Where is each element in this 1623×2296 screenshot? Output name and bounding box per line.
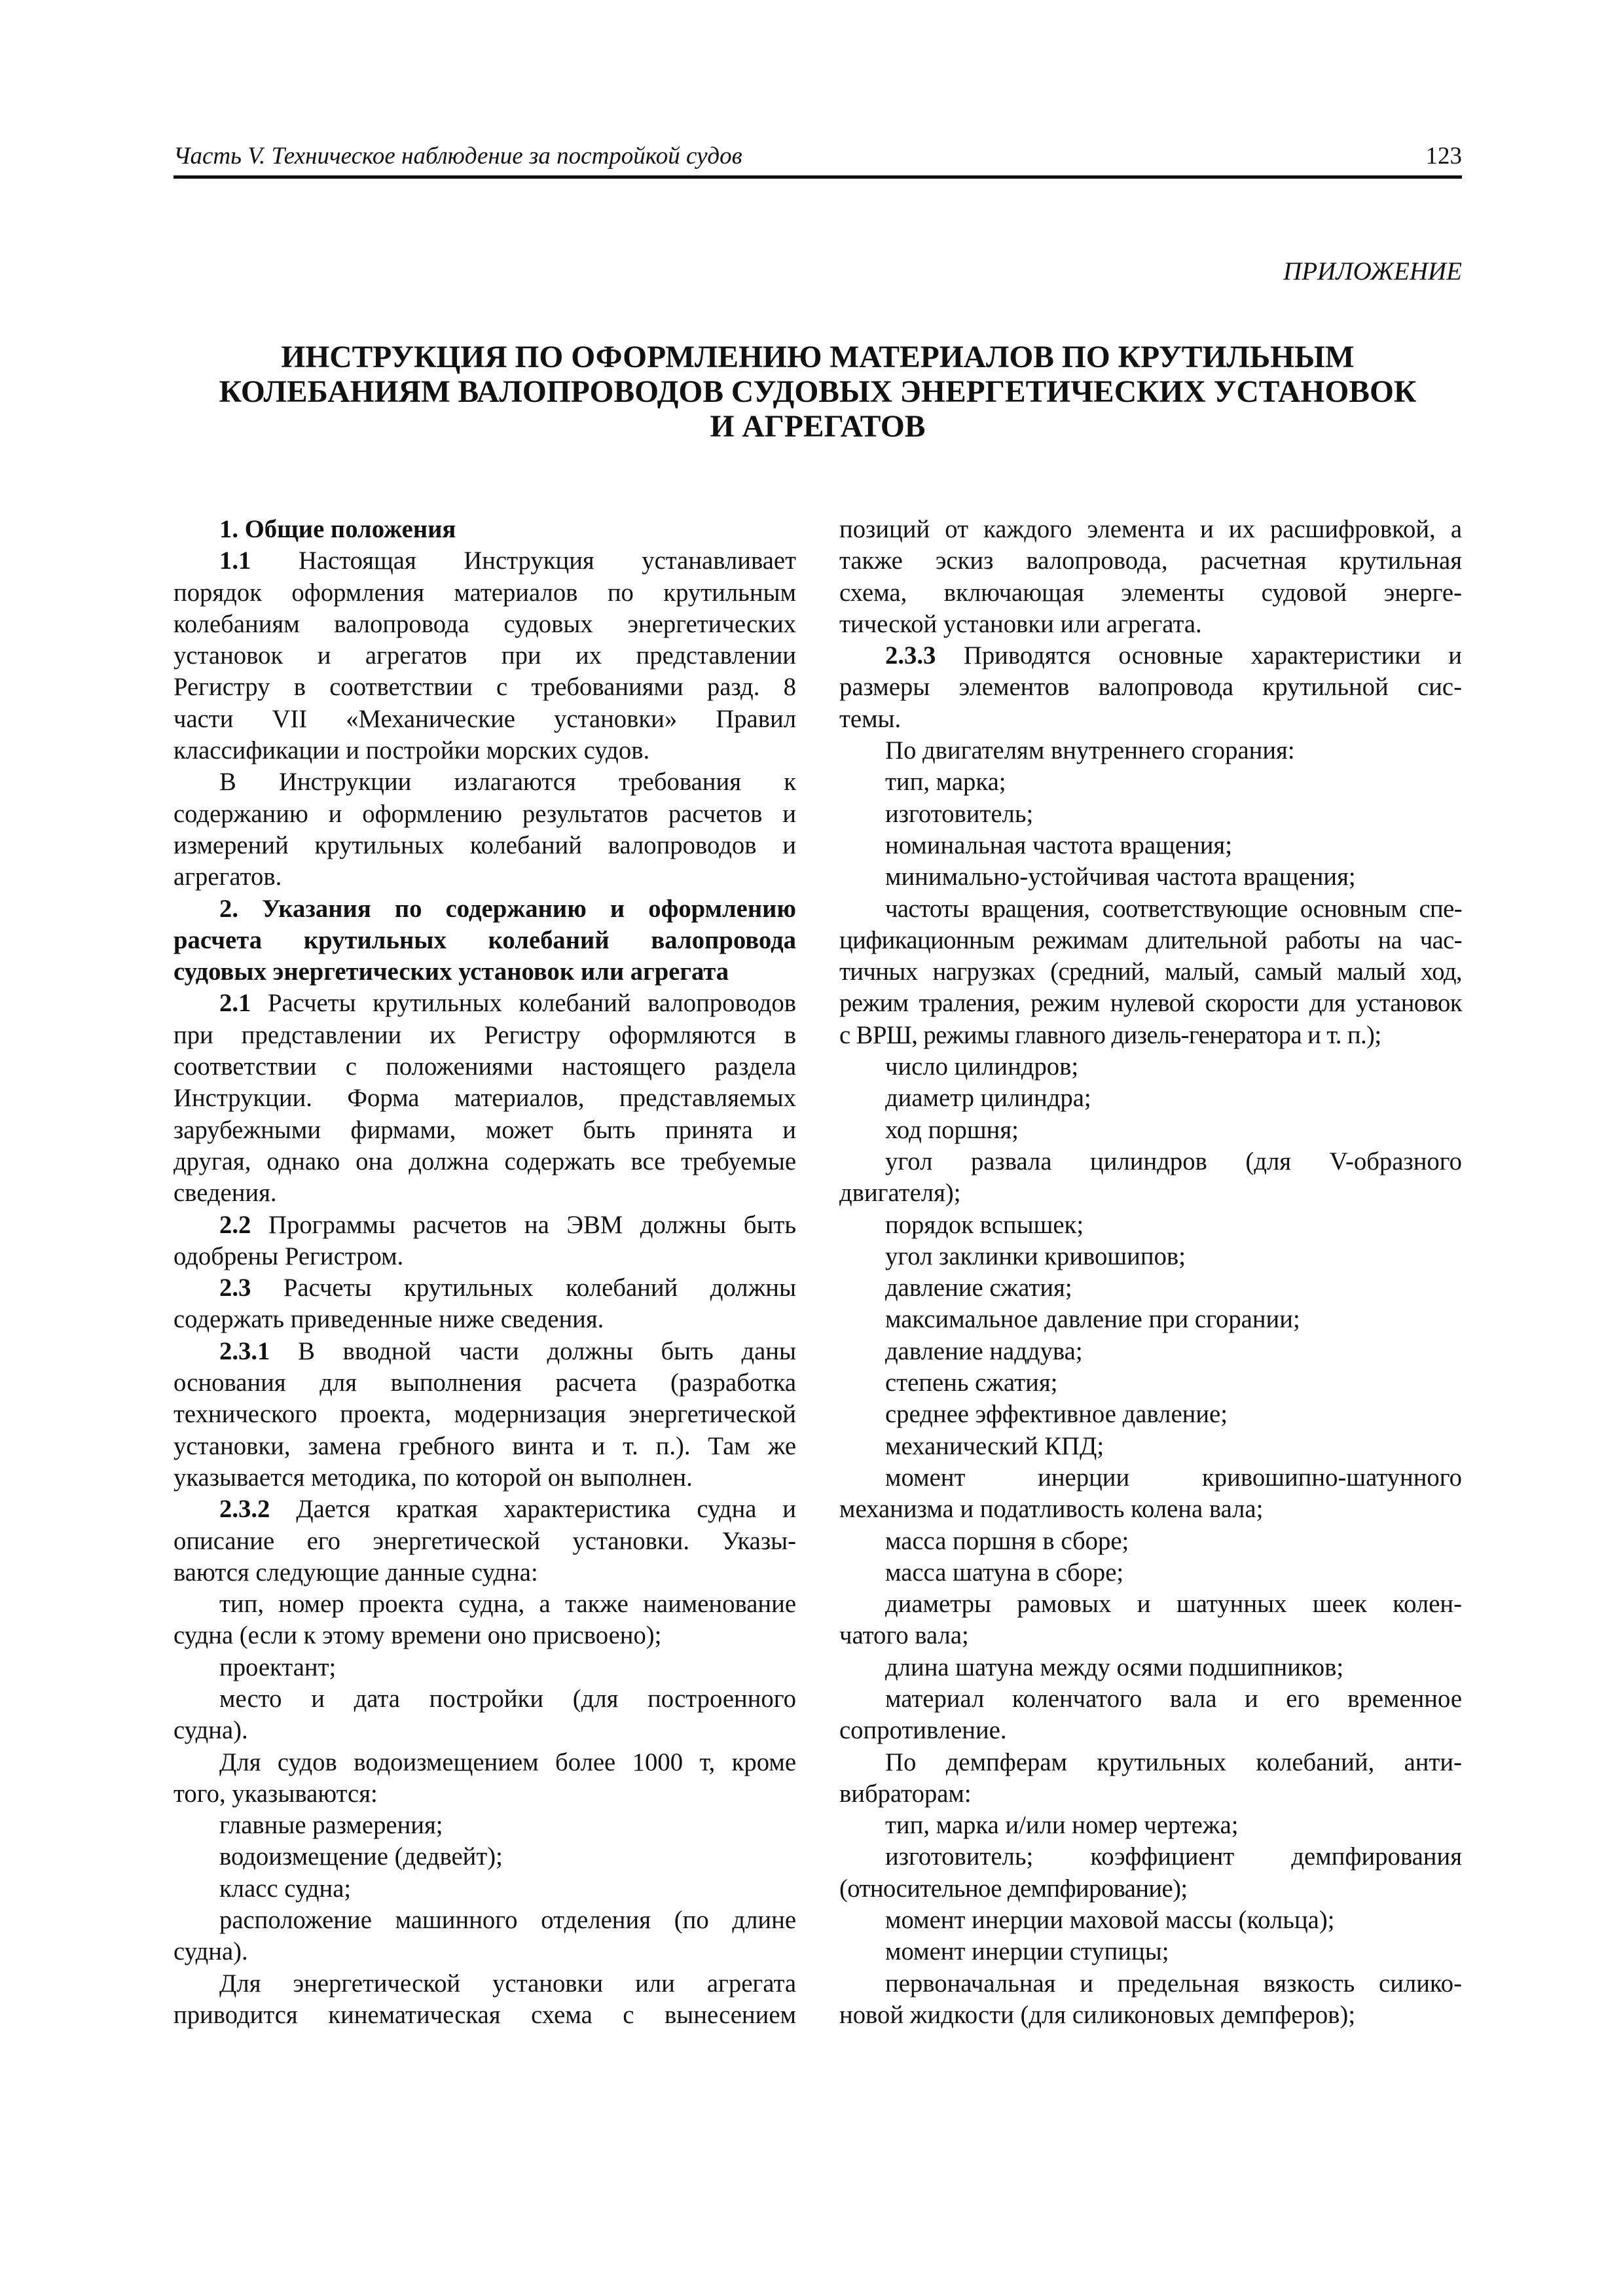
line-text: соответствии с положениями настоящего раздела [173,1053,796,1081]
line-text: масса поршня в сборе; [885,1527,1129,1555]
text-line [839,1241,1462,1272]
line-text: того, указываются: [173,1780,378,1808]
text-line [173,1588,796,1620]
text-line [839,861,1462,893]
clause-number: 2.3.3 [885,642,936,670]
line-text: зарубежными фирмами, может быть принята и [173,1116,796,1144]
text-line [839,1652,1462,1683]
line-text: схема, включающая элементы судовой энерге- [839,579,1462,607]
text-line [839,577,1462,609]
text-line [173,1557,796,1588]
line-text: технического проекта, модернизация энергетической [173,1401,796,1429]
text-line [173,1336,796,1367]
text-line [839,1715,1462,1746]
text-line [173,1210,796,1241]
text-line [173,1715,796,1746]
line-text: Расчеты крутильных колебаний должны [283,1274,797,1302]
text-line [839,1020,1462,1051]
line-text: новой жидкости (для силиконовых демпферов); [839,2001,1356,2029]
line-text: класс судна; [219,1874,352,1903]
line-text: чатого вала; [839,1622,969,1650]
running-header [173,137,1462,179]
text-line [173,2000,796,2031]
text-line [839,766,1462,798]
line-text: порядок вспышек; [885,1211,1084,1239]
line-text: изготовитель; коэффициент демпфирования [885,1843,1462,1871]
text-line [173,1873,796,1905]
text-line [839,1399,1462,1430]
line-text: Настоящая Инструкция устанавливает [298,547,797,575]
line-text: максимальное давление при сгорании; [885,1306,1300,1334]
line-text: главные размерения; [219,1812,443,1840]
text-line [839,1272,1462,1304]
clause-number: 2.3 [219,1274,251,1302]
text-line [839,609,1462,640]
text-line [173,545,796,577]
text-line [839,988,1462,1019]
text-line [173,1367,796,1399]
document-title [173,340,1462,444]
text-line [173,1968,796,2000]
text-line [173,766,796,798]
line-text: Для судов водоизмещением более 1000 т, кроме [219,1748,796,1776]
line-text: масса шатуна в сборе; [885,1558,1124,1587]
text-line [839,672,1462,703]
clause-number: 2.3.1 [219,1337,270,1365]
line-text: По демпферам крутильных колебаний, анти- [885,1748,1462,1776]
text-line [173,1905,796,1936]
text-line [173,1526,796,1557]
line-text: судна (если к этому времени оно присвоено); [173,1622,662,1650]
line-text: размеры элементов валопровода крутильной сис- [839,673,1462,702]
line-text: Расчеты крутильных колебаний валопроводов [267,990,796,1018]
text-line [173,672,796,703]
line-text: 1. Общие положения [219,516,456,543]
text-line [839,1210,1462,1241]
line-text: части VII «Механические установки» Правил [173,705,796,733]
line-text: Инструкции. Форма материалов, представляемых [173,1085,796,1113]
text-line [839,1778,1462,1810]
line-text: сопротивление. [839,1717,1007,1745]
text-line [173,1020,796,1051]
line-text: давление сжатия; [885,1274,1072,1302]
text-line [173,1083,796,1114]
line-text: материал коленчатого вала и его временное [885,1685,1462,1713]
text-line [173,1177,796,1209]
line-text: минимально-устойчивая частота вращения; [885,863,1356,891]
text-line [839,514,1462,545]
text-line [839,798,1462,830]
text-line [839,1177,1462,1209]
line-text: порядок оформления материалов по крутильным [173,579,796,607]
line-text: вибраторам: [839,1780,972,1808]
text-line [839,1620,1462,1651]
text-line [173,1462,796,1494]
line-text: диаметры рамовых и шатунных шеек колен- [885,1590,1462,1619]
line-text: длина шатуна между осями подшипников; [885,1653,1344,1681]
line-text: агрегатов. [173,863,282,891]
clause-number: 2.3.2 [219,1496,270,1524]
page-number: 123 [1425,143,1462,170]
line-text: при представлении их Регистру оформляются в [173,1021,796,1049]
title-line: ИНСТРУКЦИЯ ПО ОФОРМЛЕНИЮ МАТЕРИАЛОВ ПО КРУТИЛЬНЫМ [281,340,1355,374]
text-line [173,988,796,1019]
text-line [173,640,796,672]
text-line [839,1526,1462,1557]
text-line [173,1304,796,1335]
text-line [839,1747,1462,1778]
line-text: момент инерции маховой массы (кольца); [885,1907,1335,1935]
line-text: В Инструкции излагаются требования к [219,768,796,797]
line-text: цификационным режимам длительной работы на час- [839,926,1462,954]
line-text: механический КПД; [885,1432,1104,1460]
line-text: номинальная частота вращения; [885,831,1232,859]
text-line [173,1620,796,1651]
text-line [173,1652,796,1683]
text-line [839,1905,1462,1936]
line-text: число цилиндров; [885,1053,1079,1081]
text-line [839,1936,1462,1967]
line-text: другая, однако она должна содержать все требуемые [173,1147,796,1175]
line-text: позиций от каждого элемента и их расшифровкой, а [839,516,1462,543]
line-text: тип, марка; [885,768,1006,797]
text-line [173,1778,796,1810]
line-text: указывается методика, по которой он выполнен. [173,1463,693,1492]
section-heading-line [173,514,796,545]
text-line [173,798,796,830]
line-text: Дается краткая характеристика судна и [296,1496,796,1524]
line-text: среднее эффективное давление; [885,1401,1228,1429]
text-line [839,1810,1462,1841]
line-text: содержанию и оформлению результатов расчетов и [173,800,796,828]
line-text: одобрены Регистром. [173,1242,404,1270]
line-text: колебаниям валопровода судовых энергетических [173,610,796,638]
title-line: КОЛЕБАНИЯМ ВАЛОПРОВОДОВ СУДОВЫХ ЭНЕРГЕТИЧЕСКИХ УСТАНОВОК [219,375,1417,409]
line-text: ваются следующие данные судна: [173,1558,538,1587]
text-line [839,1841,1462,1873]
line-text: тип, марка и/или номер чертежа; [885,1812,1239,1840]
line-text: место и дата постройки (для построенного [219,1685,796,1713]
line-text: давление наддува; [885,1337,1083,1365]
line-text: проектант; [219,1653,337,1681]
text-line [173,1747,796,1778]
line-text: основания для выполнения расчета (разработка [173,1369,796,1397]
text-line [173,1241,796,1272]
clause-number: 2.2 [219,1211,251,1239]
section-heading-line [173,893,796,925]
line-text: механизма и податливость колена вала; [839,1496,1264,1524]
line-text: судна). [173,1938,248,1966]
text-line [173,1936,796,1967]
text-line [173,1051,796,1083]
text-line [839,1336,1462,1367]
section-heading-line [173,956,796,988]
line-text: тичных нагрузках (средний, малый, самый малый ход, [839,958,1462,986]
text-line [173,1431,796,1462]
text-line [839,1115,1462,1146]
text-line [173,1115,796,1146]
text-line [173,609,796,640]
section-heading-line [173,925,796,956]
appendix-label: ПРИЛОЖЕНИЕ [1283,257,1462,285]
line-text: сведения. [173,1179,277,1208]
text-line [839,1051,1462,1083]
line-text: тической установки или агрегата. [839,610,1202,638]
line-text: ход поршня; [885,1116,1019,1144]
text-line [839,735,1462,766]
text-line [839,925,1462,956]
line-text: содержать приведенные ниже сведения. [173,1306,604,1334]
text-line [839,956,1462,988]
text-line [839,1968,1462,2000]
text-line [173,1272,796,1304]
line-text: приводится кинематическая схема с вынесением [173,2001,796,2029]
text-line [839,1367,1462,1399]
text-line [173,830,796,861]
line-text: Регистру в соответствии с требованиями разд. 8 [173,673,796,702]
title-line: И АГРЕГАТОВ [710,410,926,444]
text-line [839,1462,1462,1494]
line-text: Программы расчетов на ЭВМ должны быть [268,1211,796,1239]
text-line [173,1494,796,1525]
line-text: первоначальная и предельная вязкость силико- [885,1969,1462,1998]
text-line [839,1083,1462,1114]
text-line [839,830,1462,861]
line-text: угол развала цилиндров (для V-образного [885,1147,1462,1175]
text-line [173,1810,796,1841]
text-line [839,545,1462,577]
text-line [839,640,1462,672]
running-title: Часть V. Техническое наблюдение за постройкой судов [173,143,742,170]
text-line [839,704,1462,735]
line-text: расположение машинного отделения (по длине [219,1907,796,1935]
line-text: степень сжатия; [885,1369,1058,1397]
text-line [839,1304,1462,1335]
line-text: изготовитель; [885,800,1034,828]
text-line [173,861,796,893]
line-text: режим траления, режим нулевой скорости для установок [839,990,1462,1018]
text-line [839,2000,1462,2031]
line-text: установок и агрегатов при их представлении [173,642,796,670]
line-text: Для энергетической установки или агрегата [219,1969,796,1998]
line-text: момент инерции кривошипно-шатунного [885,1463,1462,1492]
text-line [839,1588,1462,1620]
text-line [839,1494,1462,1525]
text-line [839,1683,1462,1715]
text-line [173,1399,796,1430]
text-line [839,1146,1462,1177]
text-line [173,577,796,609]
line-text: 2. Указания по содержанию и оформлению [219,895,796,923]
line-text: описание его энергетической установки. Указы- [173,1527,796,1555]
line-text: По двигателям внутреннего сгорания: [885,737,1295,765]
line-text: В вводной части должны быть даны [298,1337,797,1365]
text-line [173,1683,796,1715]
line-text: (относительное демпфирование); [839,1874,1188,1903]
line-text: измерений крутильных колебаний валопроводов и [173,831,796,859]
line-text: Приводятся основные характеристики и [963,642,1462,670]
line-text: диаметр цилиндра; [885,1085,1091,1113]
line-text: судовых энергетических установок или агрегата [173,958,729,986]
text-line [173,1146,796,1177]
left-column [173,514,796,2031]
line-text: также эскиз валопровода, расчетная крутильная [839,547,1462,575]
line-text: установки, замена гребного винта и т. п.). Там же [173,1432,796,1460]
text-line [173,704,796,735]
right-column [839,514,1462,2031]
text-line [839,893,1462,925]
text-line [173,735,796,766]
line-text: расчета крутильных колебаний валопровода [173,926,796,954]
text-line [839,1431,1462,1462]
text-line [173,1841,796,1873]
clause-number: 2.1 [219,990,251,1018]
line-text: классификации и постройки морских судов. [173,737,650,765]
clause-number: 1.1 [219,547,251,575]
line-text: судна). [173,1717,248,1745]
line-text: с ВРШ, режимы главного дизель-генератора и т. п.); [839,1021,1381,1049]
line-text: водоизмещение (дедвейт); [219,1843,503,1871]
line-text: тип, номер проекта судна, а также наименование [219,1590,796,1619]
line-text: двигателя); [839,1179,961,1208]
line-text: момент инерции ступицы; [885,1938,1169,1966]
line-text: темы. [839,705,902,733]
line-text: частоты вращения, соответствующие основным спе- [885,895,1462,923]
text-line [839,1557,1462,1588]
text-line [839,1873,1462,1905]
line-text: угол заклинки кривошипов; [885,1242,1186,1270]
